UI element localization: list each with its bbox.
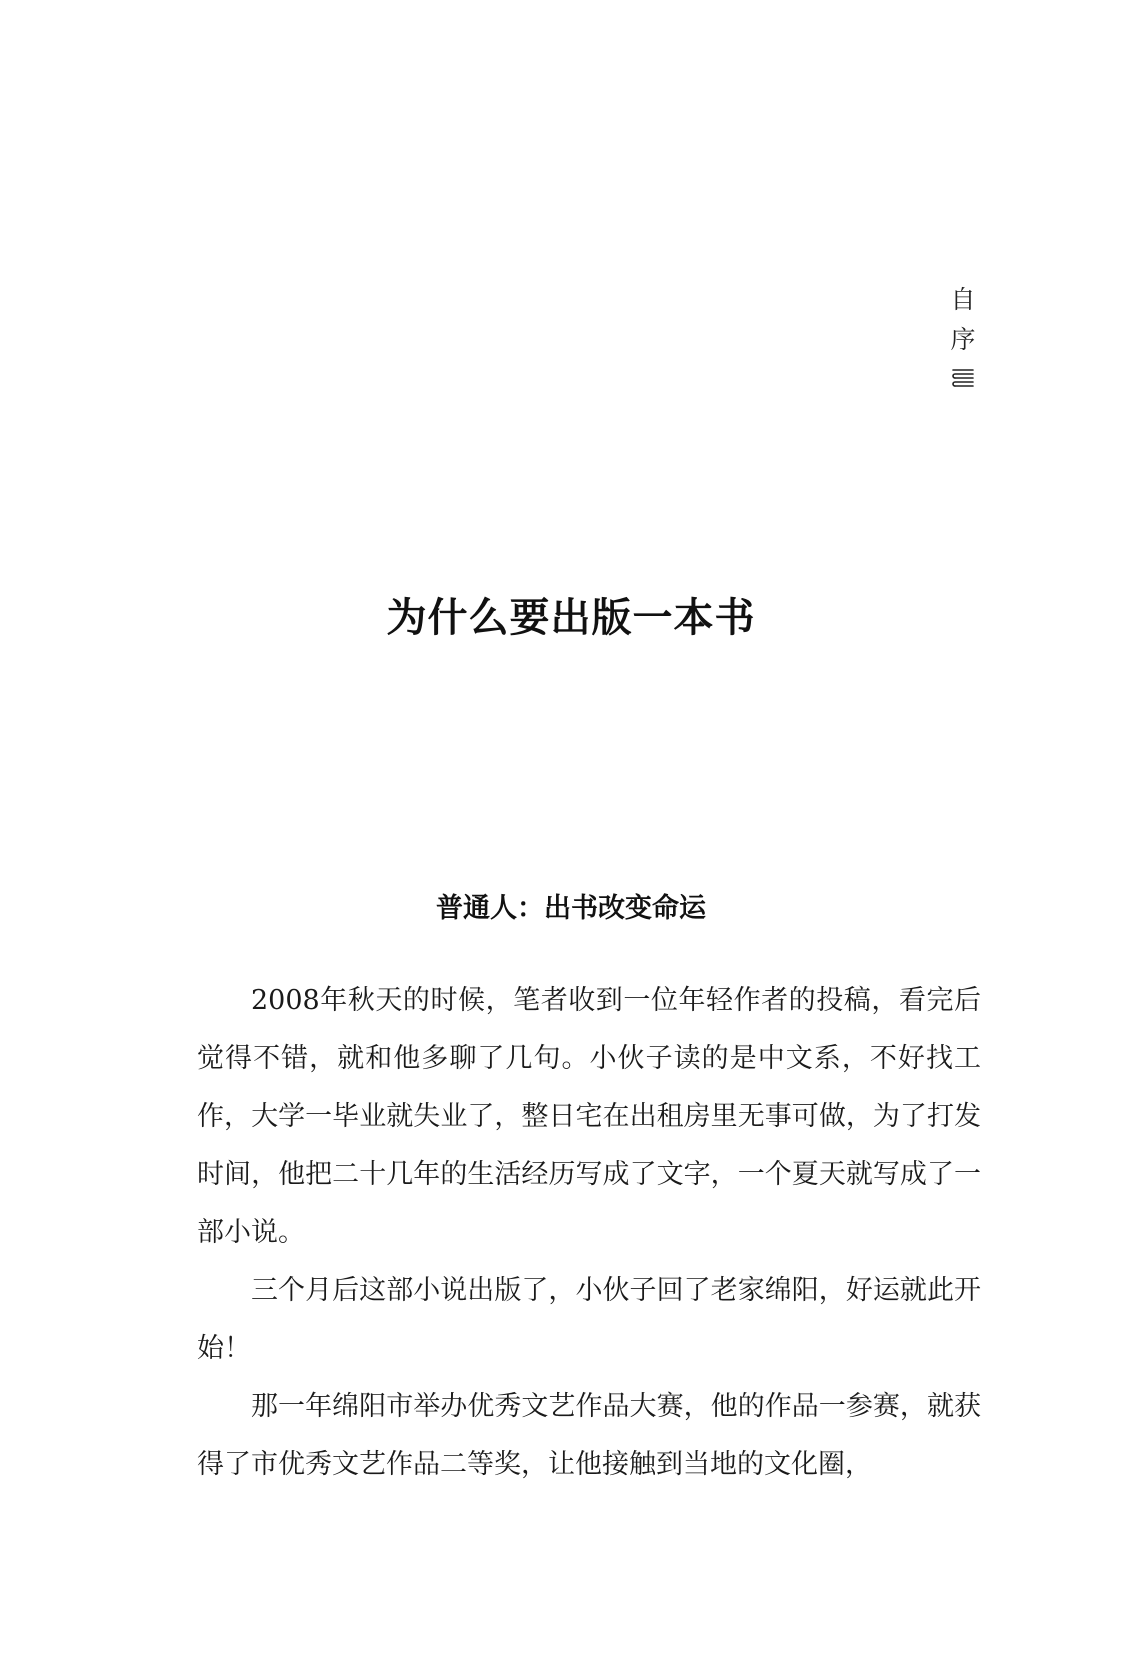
paragraph: 2008年秋天的时候，笔者收到一位年轻作者的投稿，看完后觉得不错，就和他多聊了几句。小伙子读的是中文系，不好找工作，大学一毕业就失业了，整日宅在出租房里无事可做，为了打发时间，他把二十几年的生活经历写成了文字，一个夏天就写成了一部小说。 (197, 985, 981, 1248)
side-section-tab (948, 280, 978, 390)
book-stack-icon (949, 366, 977, 390)
side-tab-char: 自 (950, 285, 976, 314)
paragraph: 那一年绵阳市举办优秀文艺作品大赛，他的作品一参赛，就获得了市优秀文艺作品二等奖，让他接触到当地的文化圈， (197, 1391, 981, 1480)
body-text (197, 972, 981, 1494)
side-tab-char: 序 (950, 325, 976, 354)
section-heading: 普通人：出书改变命运 (436, 893, 706, 924)
paragraph: 三个月后这部小说出版了，小伙子回了老家绵阳，好运就此开始！ (197, 1275, 981, 1364)
chapter-title: 为什么要出版一本书 (386, 594, 756, 641)
